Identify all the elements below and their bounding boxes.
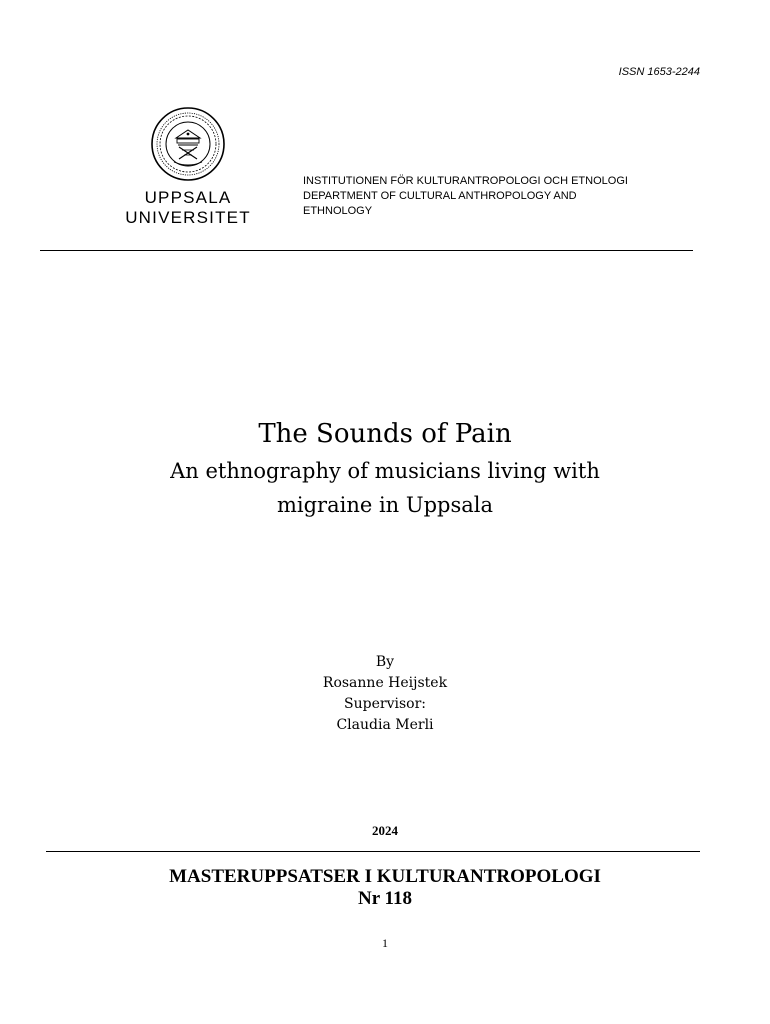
- header-divider: [40, 250, 693, 251]
- subtitle-line-2: migraine in Uppsala: [276, 493, 493, 517]
- thesis-title: The Sounds of Pain: [258, 419, 512, 449]
- footer-divider: [46, 851, 700, 852]
- byline-by: By: [375, 654, 395, 670]
- supervisor-label: Supervisor:: [344, 696, 426, 712]
- subtitle-line-1: An ethnography of musicians living with: [170, 459, 600, 483]
- series-number: Nr 118: [357, 888, 412, 909]
- department-line-2: DEPARTMENT OF CULTURAL ANTHROPOLOGY AND: [303, 190, 577, 202]
- thesis-subtitle: [0, 454, 770, 522]
- department-line-1: INSTITUTIONEN FÖR KULTURANTROPOLOGI OCH ETNOLOGI: [303, 175, 628, 187]
- university-logo: [118, 106, 258, 228]
- series-block: [0, 866, 770, 910]
- department-heading: [303, 174, 703, 219]
- byline: [0, 652, 770, 736]
- publication-year: 2024: [372, 823, 398, 838]
- logo-text-line-1: UPPSALA: [144, 188, 232, 207]
- department-line-3: ETHNOLOGY: [303, 205, 373, 217]
- author-name: Rosanne Heijstek: [322, 675, 448, 691]
- thesis-title-block: [0, 416, 770, 522]
- university-seal-icon: [150, 106, 226, 182]
- page-number: 1: [382, 936, 388, 950]
- series-name: MASTERUPPSATSER I KULTURANTROPOLOGI: [169, 866, 601, 887]
- issn-number: ISSN 1653-2244: [618, 66, 700, 78]
- logo-text-line-2: UNIVERSITET: [125, 208, 251, 227]
- supervisor-name: Claudia Merli: [336, 717, 434, 733]
